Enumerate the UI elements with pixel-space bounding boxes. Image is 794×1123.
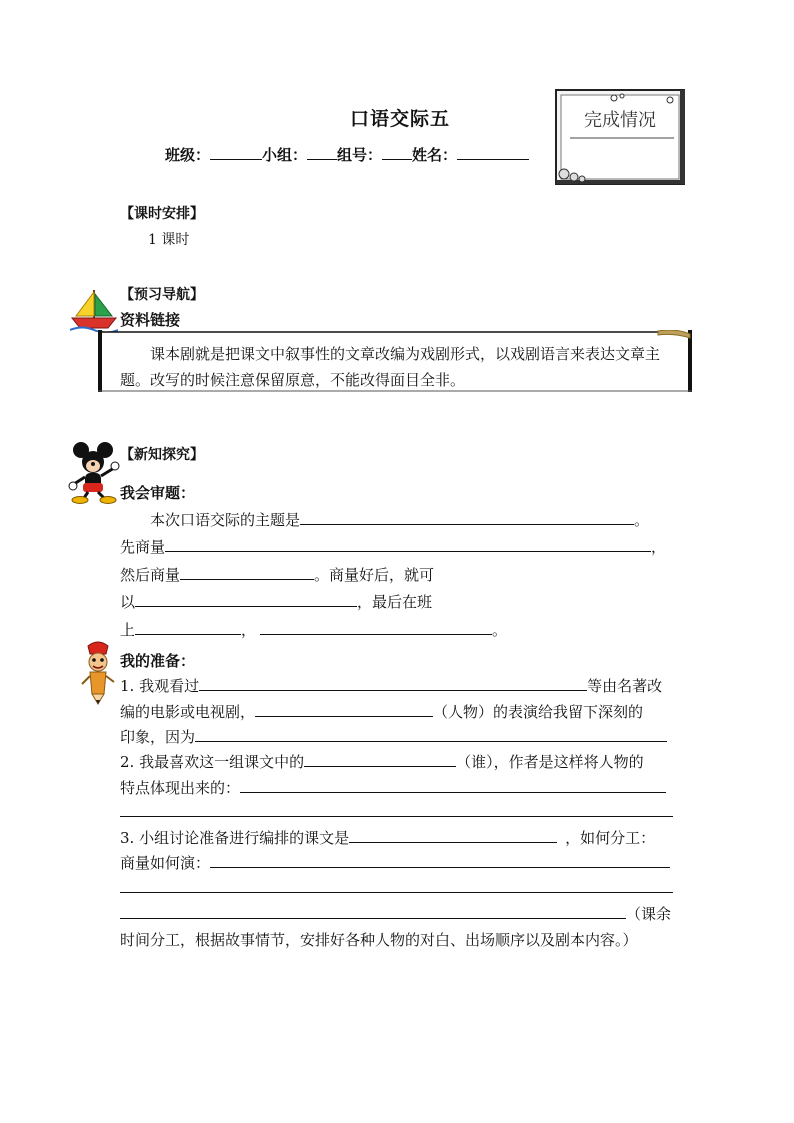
question-3-line-5: 时间分工，根据故事情节，安排好各种人物的对白、出场顺序以及剧本内容。） bbox=[120, 931, 638, 949]
explore-line-5-mid: ， bbox=[241, 621, 257, 639]
next-step-blank[interactable] bbox=[135, 592, 357, 607]
class-blank-2[interactable] bbox=[260, 620, 492, 635]
explore-line-3-text: 然后商量 bbox=[120, 566, 181, 584]
question-1-line-3 bbox=[120, 726, 667, 748]
number-label: 组号： bbox=[337, 146, 383, 164]
preview-header: 【预习导航】 bbox=[120, 287, 204, 303]
class-field[interactable] bbox=[210, 145, 262, 160]
question-2-end: （谁），作者是这样将人物的 bbox=[456, 753, 644, 771]
explore-line-1-end: 。 bbox=[634, 511, 650, 529]
question-2-text: 2. 我最喜欢这一组课文中的 bbox=[120, 753, 305, 771]
explore-line-2 bbox=[120, 536, 666, 558]
question-2-line-1 bbox=[120, 751, 644, 773]
schedule-header: 【课时安排】 bbox=[120, 206, 204, 222]
explore-line-4-end: ，最后在班 bbox=[357, 593, 433, 611]
division-blank[interactable] bbox=[120, 904, 626, 919]
my-preparation-title: 我的准备： bbox=[120, 652, 196, 670]
group-label: 小组： bbox=[262, 146, 308, 164]
explore-line-5-end: 。 bbox=[492, 621, 508, 639]
then-discuss-blank[interactable] bbox=[180, 565, 314, 580]
chosen-text-blank[interactable] bbox=[349, 828, 557, 843]
explore-line-5-text: 上 bbox=[120, 621, 136, 639]
explore-line-2-text: 先商量 bbox=[120, 538, 166, 556]
first-discuss-blank[interactable] bbox=[165, 537, 651, 552]
reason-blank[interactable] bbox=[195, 727, 667, 742]
explore-line-4-text: 以 bbox=[120, 593, 136, 611]
answer-line-q3[interactable] bbox=[120, 892, 673, 893]
explore-line-4 bbox=[120, 591, 432, 613]
character-blank[interactable] bbox=[255, 702, 433, 717]
explore-line-1 bbox=[150, 509, 649, 531]
question-3-line-4-end: （课余 bbox=[626, 905, 672, 923]
explore-line-3 bbox=[120, 564, 434, 586]
question-3-line-2 bbox=[120, 852, 670, 874]
question-1-line-1 bbox=[120, 675, 662, 697]
name-label: 姓名： bbox=[412, 146, 458, 164]
status-label: 完成情况 bbox=[584, 110, 656, 131]
question-3-line-4 bbox=[120, 903, 671, 925]
question-3-text: 3. 小组讨论准备进行编排的课文是 bbox=[120, 829, 350, 847]
performance-plan-blank[interactable] bbox=[210, 853, 670, 868]
question-2-line-2-text: 特点体现出来的： bbox=[120, 779, 241, 797]
explore-header: 【新知探究】 bbox=[120, 447, 204, 463]
number-field[interactable] bbox=[382, 145, 412, 160]
class-label: 班级： bbox=[165, 146, 211, 164]
name-field[interactable] bbox=[457, 145, 529, 160]
mickey-mouse-icon bbox=[68, 440, 122, 504]
status-frame-icon bbox=[552, 86, 688, 188]
question-1-end: 等由名著改 bbox=[587, 677, 663, 695]
completion-status-box bbox=[552, 86, 688, 188]
review-question-title: 我会审题： bbox=[120, 484, 196, 502]
question-1-line-3-text: 印象，因为 bbox=[120, 728, 196, 746]
question-3-line-1 bbox=[120, 827, 655, 849]
trait-description-blank[interactable] bbox=[240, 778, 666, 793]
explore-line-5 bbox=[120, 619, 507, 641]
class-blank-1[interactable] bbox=[135, 620, 241, 635]
watched-works-blank[interactable] bbox=[199, 676, 587, 691]
explore-line-3-end: 。商量好后，就可 bbox=[314, 566, 435, 584]
question-3-line-2-text: 商量如何演： bbox=[120, 854, 211, 872]
question-1-line-2 bbox=[120, 701, 643, 723]
page-title: 口语交际五 bbox=[349, 108, 450, 130]
answer-line-q2[interactable] bbox=[120, 816, 673, 817]
sailboat-icon bbox=[70, 288, 118, 332]
question-3-end: ，如何分工： bbox=[565, 829, 656, 847]
theme-blank[interactable] bbox=[300, 510, 634, 525]
question-2-line-2 bbox=[120, 777, 666, 799]
explore-line-1-text: 本次口语交际的主题是 bbox=[150, 511, 301, 529]
material-link-title: 资料链接 bbox=[120, 311, 181, 329]
question-1-line-2-text: 编的电影或电视剧， bbox=[120, 703, 256, 721]
group-field[interactable] bbox=[307, 145, 337, 160]
material-text: 课本剧就是把课文中叙事性的文章改编为戏剧形式，以戏剧语言来表达文章主题。改写的时候注意保留原意，不能改得面目全非。 bbox=[120, 345, 661, 389]
favorite-character-blank[interactable] bbox=[304, 752, 456, 767]
question-1-text: 1. 我观看过 bbox=[120, 677, 200, 695]
explore-line-2-end: ， bbox=[651, 538, 667, 556]
student-info-row bbox=[165, 144, 529, 165]
schedule-content: 1 课时 bbox=[148, 232, 190, 248]
question-1-line-2-end: （人物）的表演给我留下深刻的 bbox=[433, 703, 644, 721]
pencil-character-icon bbox=[80, 640, 116, 706]
